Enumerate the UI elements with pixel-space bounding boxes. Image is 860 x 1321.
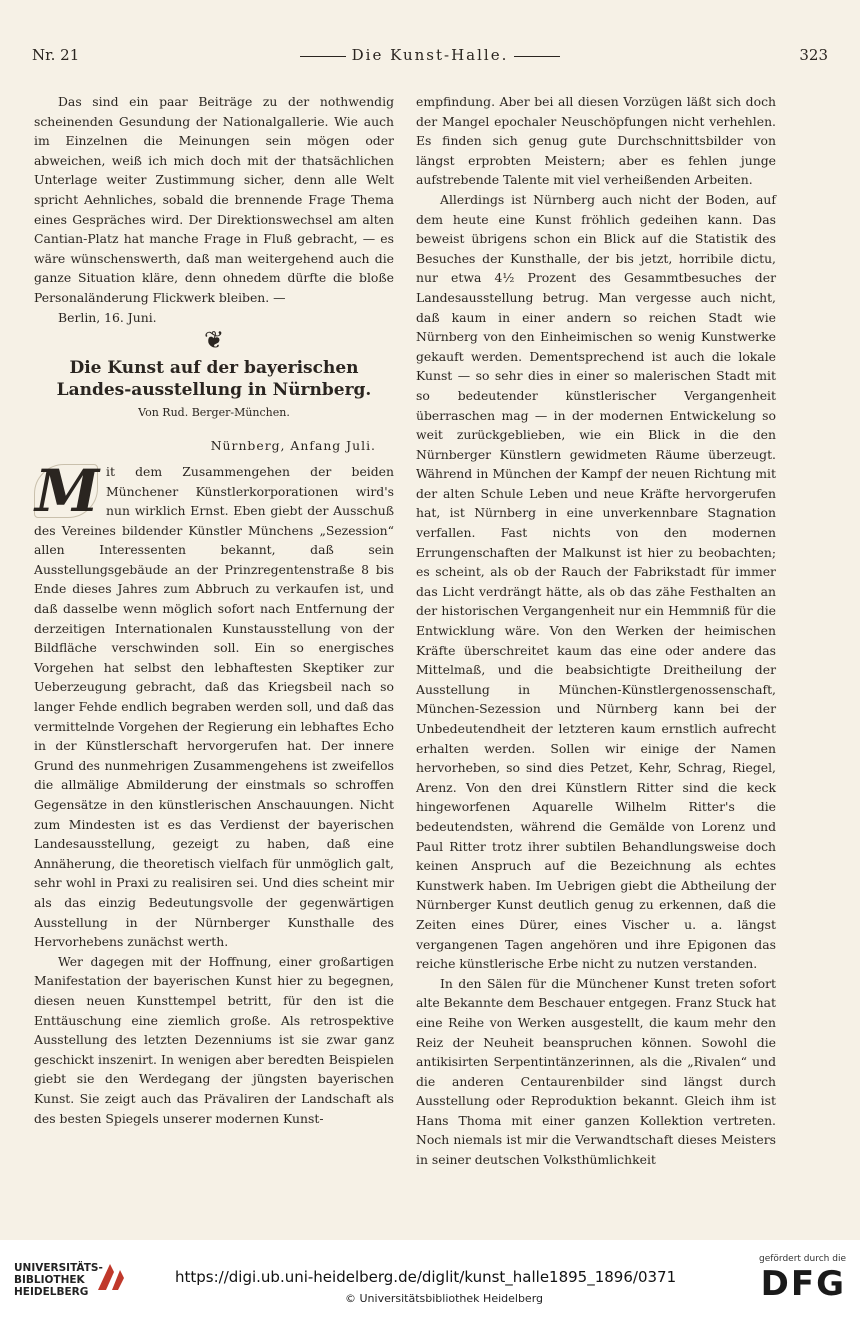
paragraph: In den Sälen für die Münchener Kunst treten sofort alte Bekannte dem Beschauer entgegen. Franz Stuck hat eine Reihe von Werken ausgestellt, die kaum mehr den Reiz der Neuheit beanspruchen können. Sowohl die antikisirten Serpentintänzerinnen, als die „Rivalen“ und die anderen Centaurenbilder sind längst durch Ausstellung oder Reproduktion bekannt. Gleich ihm ist Hans Thoma mit einer ganzen Kollektion vertreten. Noch niemals ist mir die Verwandtschaft dieses Meisters in seiner deutschen Volksthümlichkeit — [416, 975, 776, 1168]
byline: Von Rud. Berger-München. — [138, 405, 290, 419]
column-left — [34, 92, 394, 1128]
viewer-footer — [0, 1240, 860, 1321]
library-emblem-icon — [94, 1260, 128, 1294]
fleuron-ornament: ❦ — [203, 326, 225, 355]
logo-text-line1: UNIVERSITÄTS- — [14, 1262, 103, 1274]
column-right — [416, 92, 776, 1170]
header-rule-left — [300, 56, 346, 57]
page-number: 323 — [799, 46, 828, 64]
issue-number: Nr. 21 — [32, 46, 80, 64]
dfg-wordmark: DFG — [760, 1264, 846, 1304]
signature: Berlin, 16. Juni. — [58, 309, 157, 325]
opening-paragraph — [34, 456, 394, 952]
logo-text-line2: BIBLIOTHEK — [14, 1274, 85, 1286]
dfg-logo[interactable] — [726, 1254, 846, 1304]
dropcap-initial: M — [35, 456, 100, 525]
logo-text-line3: HEIDELBERG — [14, 1286, 89, 1298]
permalink-url[interactable]: https://digi.ub.uni-heidelberg.de/diglit/kunst_halle1895_1896/0371 — [175, 1268, 677, 1286]
funded-by-label: gefördert durch die — [759, 1254, 846, 1264]
paragraph: it dem Zusammengehen der beiden Münchener Künstlerkorporationen wird's nun wirklich Ernst. Eben giebt der Ausschuß des Vereines bildender Künstler Münchens „Sezession“ allen Interessenten bekannt, daß sein Ausstellungsgebäude an der Prinzregentenstraße 8 bis Ende dieses Jahres zum Abbruch zu verkaufen ist, und daß dasselbe wenn möglich sofort nach Entfernung der derzeitigen Internationalen Kunstausstellung von der Bildfläche verschwinden soll. Ein so energisches Vorgehen hat selbst den lebhaftesten Skeptiker zur Ueberzeugung gebracht, daß das Kriegsbeil nach so langer Fehde endlich begraben werden soll, und daß das vermittelnde Vorgehen der Regierung ein lebhaftes Echo in der Künstlerschaft hervorgerufen hat. Der innere Grund des nunmehrigen Zusammengehens ist zweifellos die allmälige Abmilderung der einstmals so schroffen Gegensätze in den künstlerischen Anschauungen. Nicht zum Mindesten ist es das Verdienst der bayerischen Landesausstellung, gezeigt zu haben, daß eine Annäherung, die theoretisch vielfach für unmöglich galt, sehr wohl in Praxi zu realisiren sei. Und dies scheint mir als das einzig Bedeutungsvolle der gegenwärtigen Ausstellung in der Nürnberger Kunsthalle des Hervorhebens zunächst werth. — [34, 463, 394, 950]
article-title: Die Kunst auf der bayerischen Landes-ausstellung in Nürnberg. — [56, 357, 372, 400]
header-rule-right — [514, 56, 560, 57]
journal-title: Die Kunst-Halle. — [351, 46, 509, 64]
paragraph: Wer dagegen mit der Hoffnung, einer großartigen Manifestation der bayerischen Kunst hier zu begegnen, diesen neuen Kunsttempel betritt, für den ist die Enttäuschung eine ziemlich große. Als retrospektive Ausstellung des letzten Dezenniums ist sie zwar ganz geschickt inszenirt. In wenigen aber beredten Beispielen giebt sie den Werdegang der jüngsten bayerischen Kunst. Sie zeigt auch das Prävaliren der Landschaft als des besten Spiegels unserer modernen Kunst- — [34, 953, 394, 1126]
running-header — [32, 46, 828, 70]
dateline: Nürnberg, Anfang Juli. — [210, 438, 376, 454]
library-logo[interactable] — [14, 1262, 144, 1298]
paragraph: empfindung. Aber bei all diesen Vorzügen läßt sich doch der Mangel epochaler Neuschöpfungen nicht verhehlen. Es finden sich genug gute Durchschnittsbilder von längst erprobten Meistern; aber es fehlen junge aufstrebende Talente mit viel verheißenden Arbeiten. — [416, 94, 776, 188]
paragraph: Das sind ein paar Beiträge zu der nothwendig scheinenden Gesundung der Nationalgallerie. Wie auch im Einzelnen die Meinungen sein mögen oder abweichen, weiß ich mich doch mit der thatsächlichen Unterlage weiter Zustimmung sicher, denn alle Welt spricht Aehnliches, sobald die brennende Frage Thema eines Gespräches wird. Der Direktionswechsel am alten Cantian-Platz hat manche Frage in Fluß gebracht, — es wäre wünschenswerth, daß man weitergehend auch die ganze Situation kläre, denn ohnedem dürfte die bloße Personaländerung Flickwerk bleiben. — — [34, 94, 394, 305]
paragraph: Allerdings ist Nürnberg auch nicht der Boden, auf dem heute eine Kunst fröhlich gedeihen kann. Das beweist übrigens schon ein Blick auf die Statistik des Besuches der Kunsthalle, der bis jetzt, horribile dictu, nur etwa 4½ Prozent des Gesammtbesuches der Landesausstellung betrug. Man vergesse auch nicht, daß kaum in einer andern so reichen Stadt wie Nürnberg von den Einheimischen so wenig Kunstwerke gekauft werden. Dementsprechend ist auch die lokale Kunst — so sehr dies in einer so malerischen Stadt mit so bedeutender künstlerischer Vergangenheit überraschen mag — in der modernen Entwickelung so weit zurückgeblieben, wie ein Blick in die den Nürnberger Künstlern gewidmeten Räume überzeugt. Während in München der Kampf der neuen Richtung mit der alten Schule Leben und neue Kräfte hervorgerufen hat, ist Nürnberg in eine unverkennbare Stagnation verfallen. Fast nichts von den modernen Errungenschaften der Malkunst ist hier zu beobachten; es scheint, als ob der Rauch der Fabrikstadt für immer das Licht verdrängt hätte, als ob das zähe Festhalten an der historischen Vergangenheit nur ein Hemmniß für die Entwicklung wäre. Von den Werken der heimischen Kräfte überschreitet kaum das eine oder andere das Mittelmaß, und die beabsichtigte Dreitheilung der Ausstellung in München-Künstlergenossenschaft, München-Sezession und Nürnberg kann bei der Unbedeutendheit der letzteren kaum ernstlich aufrecht erhalten werden. Sollen wir einige der Namen hervorheben, so sind dies Petzet, Kehr, Schrag, Riegel, Arenz. Von den drei Künstlern Ritter sind die keck hingeworfenen Aquarelle Wilhelm Ritter's die bedeutendsten, während die Gemälde von Lorenz und Paul Ritter trotz ihrer subtilen Behandlungsweise doch keinen Anspruch auf die Bezeichnung als echtes Kunstwerk haben. Im Uebrigen giebt die Abtheilung der Nürnberger Kunst deutlich genug zu erkennen, daß die Zeiten eines Dürer, eines Vischer u. a. längst vergangenen Tagen angehören und ihre Epigonen das reiche künstlerische Erbe nicht zu nutzen verstanden. — [416, 191, 776, 972]
copyright-notice: © Universitätsbibliothek Heidelberg — [345, 1292, 544, 1305]
journal-title-line — [32, 46, 828, 64]
